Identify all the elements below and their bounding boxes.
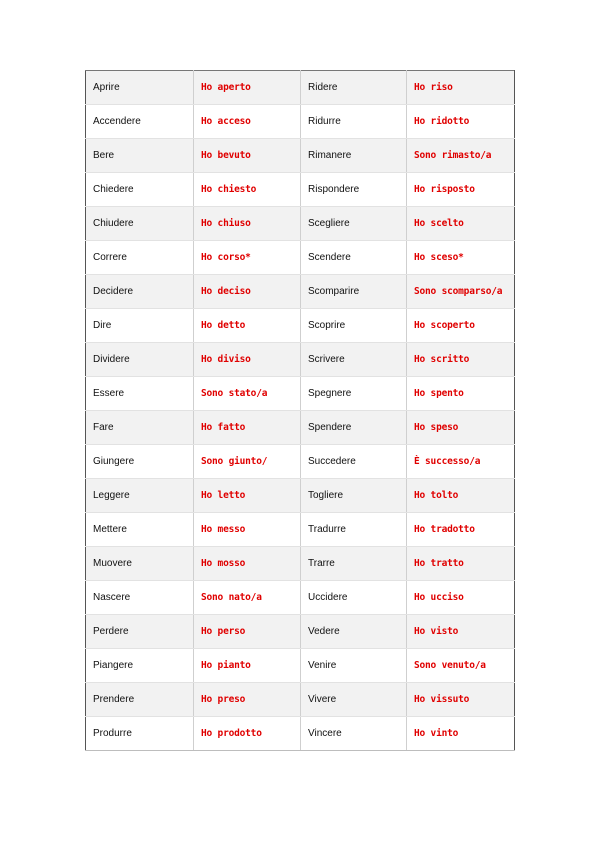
past-participle-cell: Ho scoperto [407,309,515,343]
past-participle-cell: Ho aperto [194,71,301,105]
table-row [86,377,515,411]
infinitive-cell: Succedere [301,445,407,479]
infinitive-cell: Scomparire [301,275,407,309]
infinitive-cell: Essere [86,377,194,411]
infinitive-cell: Vincere [301,717,407,751]
past-participle-cell: Ho visto [407,615,515,649]
table-row [86,173,515,207]
infinitive-cell: Rimanere [301,139,407,173]
table-row [86,445,515,479]
infinitive-cell: Chiudere [86,207,194,241]
past-participle-cell: Ho tratto [407,547,515,581]
past-participle-cell: Ho risposto [407,173,515,207]
past-participle-cell: Ho sceso* [407,241,515,275]
table-row [86,581,515,615]
past-participle-cell: Ho deciso [194,275,301,309]
past-participle-cell: Ho detto [194,309,301,343]
table-row [86,513,515,547]
infinitive-cell: Bere [86,139,194,173]
past-participle-cell: Ho diviso [194,343,301,377]
infinitive-cell: Togliere [301,479,407,513]
table-body [86,71,515,751]
infinitive-cell: Mettere [86,513,194,547]
infinitive-cell: Dividere [86,343,194,377]
infinitive-cell: Trarre [301,547,407,581]
past-participle-cell: Ho perso [194,615,301,649]
past-participle-cell: Sono giunto/ [194,445,301,479]
past-participle-cell: Sono rimasto/a [407,139,515,173]
table-row [86,683,515,717]
past-participle-cell: Ho prodotto [194,717,301,751]
table-row [86,411,515,445]
infinitive-cell: Correre [86,241,194,275]
table-row [86,615,515,649]
table-row [86,275,515,309]
past-participle-cell: Ho scritto [407,343,515,377]
past-participle-cell: Sono venuto/a [407,649,515,683]
infinitive-cell: Aprire [86,71,194,105]
infinitive-cell: Giungere [86,445,194,479]
infinitive-cell: Spegnere [301,377,407,411]
past-participle-cell: Ho corso* [194,241,301,275]
infinitive-cell: Dire [86,309,194,343]
past-participle-cell: Ho vissuto [407,683,515,717]
table-row [86,717,515,751]
infinitive-cell: Scrivere [301,343,407,377]
past-participle-cell: Ho speso [407,411,515,445]
past-participle-cell: Ho vinto [407,717,515,751]
infinitive-cell: Leggere [86,479,194,513]
past-participle-cell: Sono nato/a [194,581,301,615]
infinitive-cell: Uccidere [301,581,407,615]
infinitive-cell: Chiedere [86,173,194,207]
past-participle-cell: Ho bevuto [194,139,301,173]
table-row [86,479,515,513]
infinitive-cell: Perdere [86,615,194,649]
past-participle-cell: Ho tolto [407,479,515,513]
infinitive-cell: Vedere [301,615,407,649]
infinitive-cell: Tradurre [301,513,407,547]
table-row [86,105,515,139]
infinitive-cell: Produrre [86,717,194,751]
infinitive-cell: Vivere [301,683,407,717]
past-participle-cell: Ho spento [407,377,515,411]
verb-participle-table [85,70,515,751]
table-row [86,207,515,241]
infinitive-cell: Accendere [86,105,194,139]
infinitive-cell: Venire [301,649,407,683]
past-participle-cell: Ho scelto [407,207,515,241]
past-participle-cell: Ho fatto [194,411,301,445]
infinitive-cell: Fare [86,411,194,445]
past-participle-cell: Ho ucciso [407,581,515,615]
past-participle-cell: Sono stato/a [194,377,301,411]
table-row [86,309,515,343]
infinitive-cell: Scendere [301,241,407,275]
past-participle-cell: Sono scomparso/a [407,275,515,309]
infinitive-cell: Decidere [86,275,194,309]
table-row [86,139,515,173]
table-row [86,343,515,377]
past-participle-cell: Ho pianto [194,649,301,683]
infinitive-cell: Ridere [301,71,407,105]
infinitive-cell: Scegliere [301,207,407,241]
table-row [86,649,515,683]
table-row [86,71,515,105]
infinitive-cell: Piangere [86,649,194,683]
past-participle-cell: Ho riso [407,71,515,105]
past-participle-cell: È successo/a [407,445,515,479]
past-participle-cell: Ho ridotto [407,105,515,139]
past-participle-cell: Ho tradotto [407,513,515,547]
infinitive-cell: Rispondere [301,173,407,207]
past-participle-cell: Ho letto [194,479,301,513]
infinitive-cell: Scoprire [301,309,407,343]
table-row [86,547,515,581]
infinitive-cell: Prendere [86,683,194,717]
infinitive-cell: Muovere [86,547,194,581]
past-participle-cell: Ho messo [194,513,301,547]
past-participle-cell: Ho chiesto [194,173,301,207]
past-participle-cell: Ho chiuso [194,207,301,241]
infinitive-cell: Nascere [86,581,194,615]
infinitive-cell: Ridurre [301,105,407,139]
past-participle-cell: Ho preso [194,683,301,717]
infinitive-cell: Spendere [301,411,407,445]
past-participle-cell: Ho acceso [194,105,301,139]
past-participle-cell: Ho mosso [194,547,301,581]
table-row [86,241,515,275]
